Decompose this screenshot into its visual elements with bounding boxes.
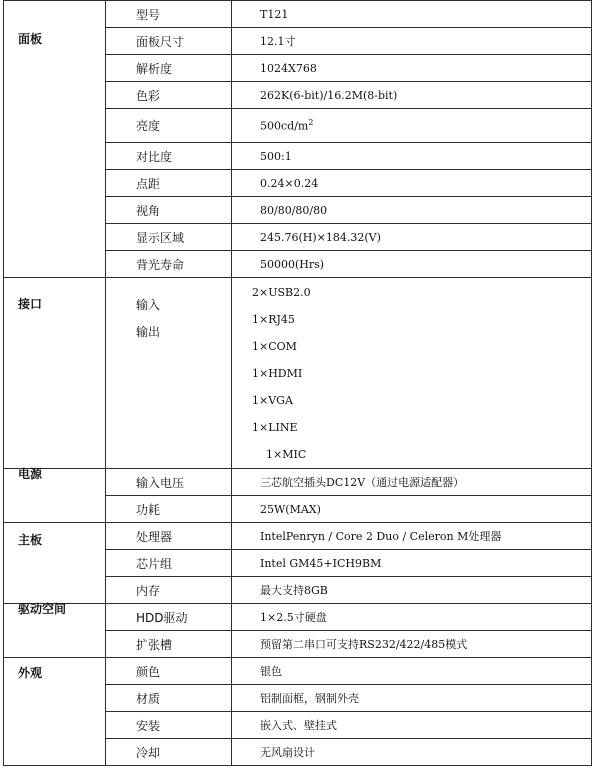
spec-value: 1×VGA <box>252 394 293 407</box>
table-row <box>4 523 592 550</box>
interface-keys <box>106 278 232 469</box>
spec-value: 1×MIC <box>266 448 307 461</box>
spec-key: 输入 <box>136 298 161 312</box>
spec-value: 1×HDMI <box>252 367 303 380</box>
spec-value: 无风扇设计 <box>232 739 592 766</box>
spec-value: IntelPenryn / Core 2 Duo / Celeron M处理器 <box>232 523 592 550</box>
spec-value: 80/80/80/80 <box>232 197 592 224</box>
spec-value: 2×USB2.0 <box>252 286 311 299</box>
interface-values <box>232 278 592 469</box>
spec-key: 亮度 <box>106 109 232 143</box>
spec-value: 0.24×0.24 <box>232 170 592 197</box>
spec-value: Intel GM45+ICH9BM <box>232 550 592 577</box>
spec-value: 最大支持8GB <box>232 577 592 604</box>
spec-key: HDD驱动 <box>106 604 232 631</box>
spec-value: 1024X768 <box>232 55 592 82</box>
spec-key: 材质 <box>106 685 232 712</box>
table-row <box>4 469 592 496</box>
spec-value: 三芯航空插头DC12V（通过电源适配器） <box>232 469 592 496</box>
category-appearance: 外观 <box>4 658 106 766</box>
spec-key: 芯片组 <box>106 550 232 577</box>
spec-value: 12.1寸 <box>232 28 592 55</box>
spec-value: 铝制面框，钢制外壳 <box>232 685 592 712</box>
spec-value: 1×RJ45 <box>252 313 295 326</box>
spec-value: 预留第二串口可支持RS232/422/485模式 <box>232 631 592 658</box>
spec-value: 25W(MAX) <box>232 496 592 523</box>
spec-value: 500:1 <box>232 143 592 170</box>
spec-value: 嵌入式、壁挂式 <box>232 712 592 739</box>
spec-key: 扩张槽 <box>106 631 232 658</box>
spec-key: 冷却 <box>106 739 232 766</box>
spec-key: 输出 <box>136 325 161 339</box>
table-row <box>4 1 592 28</box>
category-drive: 驱动空间 <box>4 604 106 658</box>
spec-key: 色彩 <box>106 82 232 109</box>
spec-key: 对比度 <box>106 143 232 170</box>
spec-key: 安装 <box>106 712 232 739</box>
spec-key: 功耗 <box>106 496 232 523</box>
spec-key: 点距 <box>106 170 232 197</box>
spec-value: 262K(6-bit)/16.2M(8-bit) <box>232 82 592 109</box>
spec-key: 处理器 <box>106 523 232 550</box>
spec-table <box>3 0 592 766</box>
spec-key: 背光寿命 <box>106 251 232 278</box>
spec-value: 银色 <box>232 658 592 685</box>
spec-key: 输入电压 <box>106 469 232 496</box>
category-panel: 面板 <box>4 1 106 278</box>
spec-key: 显示区域 <box>106 224 232 251</box>
spec-key: 视角 <box>106 197 232 224</box>
category-board: 主板 <box>4 523 106 604</box>
spec-key: 解析度 <box>106 55 232 82</box>
spec-key: 面板尺寸 <box>106 28 232 55</box>
spec-value: 1×2.5寸硬盘 <box>232 604 592 631</box>
spec-value: 50000(Hrs) <box>232 251 592 278</box>
spec-key: 颜色 <box>106 658 232 685</box>
spec-value: 1×COM <box>252 340 297 353</box>
spec-key: 内存 <box>106 577 232 604</box>
spec-value: T121 <box>232 1 592 28</box>
category-power: 电源 <box>4 469 106 523</box>
category-interface: 接口 <box>4 278 106 469</box>
table-row <box>4 658 592 685</box>
table-row <box>4 604 592 631</box>
spec-value: 1×LINE <box>252 421 298 434</box>
spec-value: $500cd/m^2$ <box>232 109 592 143</box>
spec-value: 245.76(H)×184.32(V) <box>232 224 592 251</box>
table-row <box>4 278 592 469</box>
spec-key: 型号 <box>106 1 232 28</box>
